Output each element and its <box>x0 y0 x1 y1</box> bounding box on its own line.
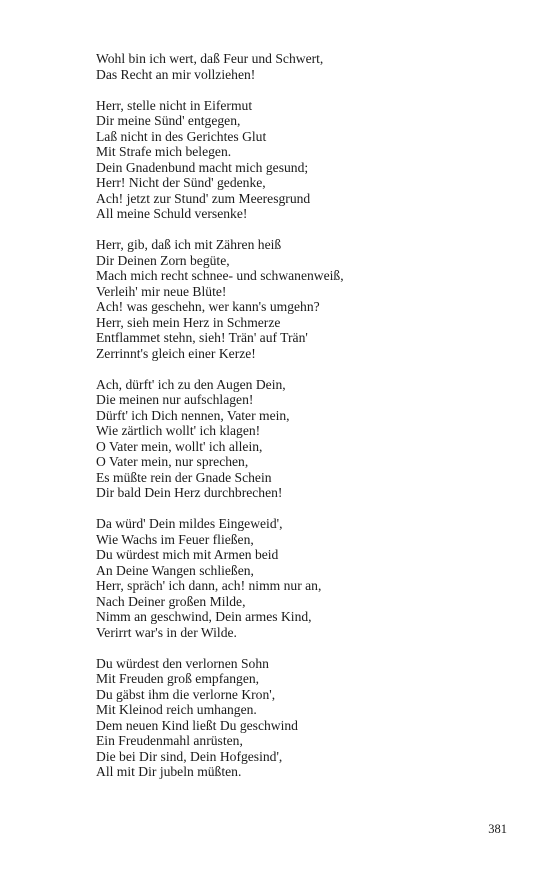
poem-line: Herr! Nicht der Sünd' gedenke, <box>96 175 266 190</box>
poem-line: Wie Wachs im Feuer fließen, <box>96 531 254 547</box>
poem-line: Nimm an geschwind, Dein armes Kind, <box>96 609 312 624</box>
poem-line: Das Recht an mir vollziehen! <box>96 66 256 82</box>
poem-line: An Deine Wangen schließen, <box>96 562 254 578</box>
poem-line: Ein Freudenmahl anrüsten, <box>96 733 243 748</box>
poem-line: Dürft' ich Dich nennen, Vater mein, <box>96 407 290 423</box>
stanza <box>96 237 496 361</box>
poem-line: Du würdest den verlornen Sohn <box>96 655 269 671</box>
poem-line: Du würdest mich mit Armen beid <box>96 547 279 562</box>
stanza-gap <box>96 82 496 98</box>
poem-line: Verirrt war's in der Wilde. <box>96 624 237 640</box>
poem-line: Die bei Dir sind, Dein Hofgesind', <box>96 748 283 764</box>
poem-line: Mach mich recht schnee- und schwanenweiß, <box>96 268 344 283</box>
poem-line: Herr, sieh mein Herz in Schmerze <box>96 314 281 330</box>
poem-line: Mit Freuden groß empfangen, <box>96 671 260 686</box>
poem-line: Dein Gnadenbund macht mich gesund; <box>96 159 309 175</box>
poem-line: All mit Dir jubeln müßten. <box>96 764 242 779</box>
poem-text <box>96 51 496 780</box>
poem-line: All meine Schuld versenke! <box>96 206 248 221</box>
page-number: 381 <box>488 822 507 836</box>
poem-line: Dem neuen Kind ließt Du geschwind <box>96 717 298 733</box>
poem-line: O Vater mein, nur sprechen, <box>96 454 249 469</box>
stanza-gap <box>96 361 496 377</box>
poem-line: Entflammet stehn, sieh! Trän' auf Trän' <box>96 330 308 345</box>
poem-line: Du gäbst ihm die verlorne Kron', <box>96 686 276 702</box>
poem-line: Ach, dürft' ich zu den Augen Dein, <box>96 376 286 392</box>
poem-line: Laß nicht in des Gerichtes Glut <box>96 128 267 144</box>
stanza-gap <box>96 222 496 238</box>
poem-line: Herr, stelle nicht in Eifermut <box>96 97 253 113</box>
poem-line: Zerrinnt's gleich einer Kerze! <box>96 345 256 361</box>
poem-line: Nach Deiner großen Milde, <box>96 593 246 609</box>
poem-line: Verleih' mir neue Blüte! <box>96 283 227 299</box>
stanza <box>96 656 496 780</box>
poem-line: Dir Deinen Zorn begüte, <box>96 252 230 268</box>
stanza-gap <box>96 640 496 656</box>
poem-line: Die meinen nur aufschlagen! <box>96 392 254 407</box>
poem-line: Es müßte rein der Gnade Schein <box>96 469 272 485</box>
poem-line: Mit Strafe mich belegen. <box>96 144 232 159</box>
poem-line: Da würd' Dein mildes Eingeweid', <box>96 516 283 531</box>
stanza <box>96 98 496 222</box>
stanza <box>96 516 496 640</box>
poem-line: Dir bald Dein Herz durchbrechen! <box>96 485 283 500</box>
poem-line: Mit Kleinod reich umhangen. <box>96 702 257 717</box>
poem-line: Wie zärtlich wollt' ich klagen! <box>96 423 261 438</box>
poem-line: O Vater mein, wollt' ich allein, <box>96 438 263 454</box>
stanza <box>96 51 496 82</box>
poem-line: Dir meine Sünd' entgegen, <box>96 113 241 128</box>
stanza <box>96 377 496 501</box>
stanza-gap <box>96 501 496 517</box>
poem-line: Ach! jetzt zur Stund' zum Meeresgrund <box>96 190 311 206</box>
poem-line: Herr, gib, daß ich mit Zähren heiß <box>96 237 282 252</box>
poem-line: Ach! was geschehn, wer kann's umgehn? <box>96 299 320 314</box>
poem-line: Herr, spräch' ich dann, ach! nimm nur an, <box>96 578 322 593</box>
poem-line: Wohl bin ich wert, daß Feur und Schwert, <box>96 51 324 66</box>
